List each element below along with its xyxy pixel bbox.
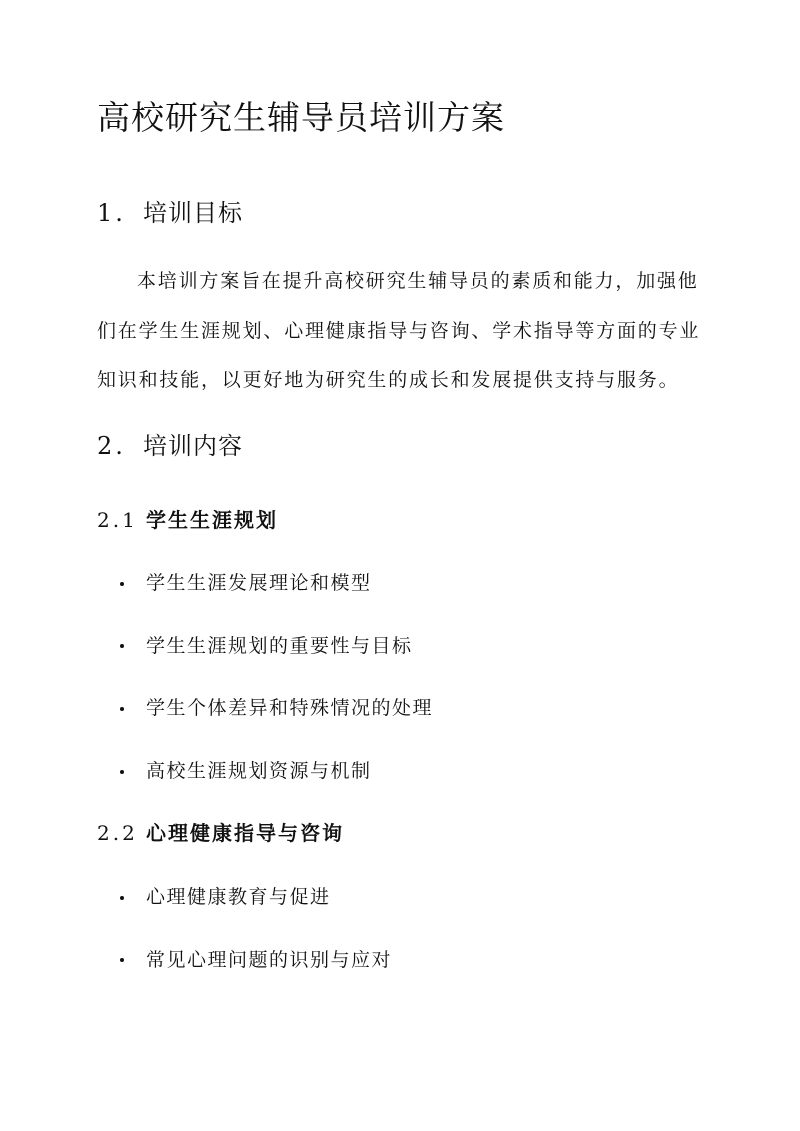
subsection-title: 心理健康指导与咨询 xyxy=(146,821,344,845)
paragraph-line: 知识和技能，以更好地为研究生的成长和发展提供支持与服务。 xyxy=(97,369,680,391)
subsection-number: 2.2 xyxy=(97,821,138,845)
section-heading-objectives xyxy=(97,198,243,228)
document-title: 高校研究生辅导员培训方案 xyxy=(97,98,505,137)
mental-health-list xyxy=(97,866,697,991)
list-item xyxy=(97,929,697,992)
section-heading-content xyxy=(97,431,243,461)
list-item-text: 学生个体差异和特殊情况的处理 xyxy=(146,697,434,720)
subsection-heading-mental-health xyxy=(97,819,344,847)
list-item xyxy=(97,740,697,803)
bullet-icon xyxy=(120,644,124,648)
list-item-text: 心理健康教育与促进 xyxy=(146,886,331,908)
bullet-icon xyxy=(120,582,124,586)
subsection-heading-career-planning xyxy=(97,506,278,534)
bullet-icon xyxy=(120,896,124,900)
list-item xyxy=(97,615,697,678)
subsection-title: 学生生涯规划 xyxy=(146,508,278,532)
paragraph-line: 本培训方案旨在提升高校研究生辅导员的素质和能力，加强他 xyxy=(137,270,699,292)
section-title: 培训目标 xyxy=(143,199,243,227)
list-item xyxy=(97,552,697,615)
list-item-text: 高校生涯规划资源与机制 xyxy=(146,760,372,783)
list-item-text: 学生生涯规划的重要性与目标 xyxy=(146,634,413,657)
section-number: 2. xyxy=(97,432,126,460)
bullet-icon xyxy=(120,707,124,711)
list-item-text: 常见心理问题的识别与应对 xyxy=(146,948,393,971)
paragraph-line: 们在学生生涯规划、心理健康指导与咨询、学术指导等方面的专业 xyxy=(97,319,701,342)
list-item-text: 学生生涯发展理论和模型 xyxy=(146,572,372,594)
career-planning-list xyxy=(97,552,697,803)
subsection-number: 2.1 xyxy=(97,508,138,532)
list-item xyxy=(97,677,697,740)
bullet-icon xyxy=(120,770,124,774)
section-title: 培训内容 xyxy=(143,432,243,460)
bullet-icon xyxy=(120,958,124,962)
section-number: 1. xyxy=(97,199,126,227)
list-item xyxy=(97,866,697,929)
objectives-paragraph xyxy=(97,257,717,406)
